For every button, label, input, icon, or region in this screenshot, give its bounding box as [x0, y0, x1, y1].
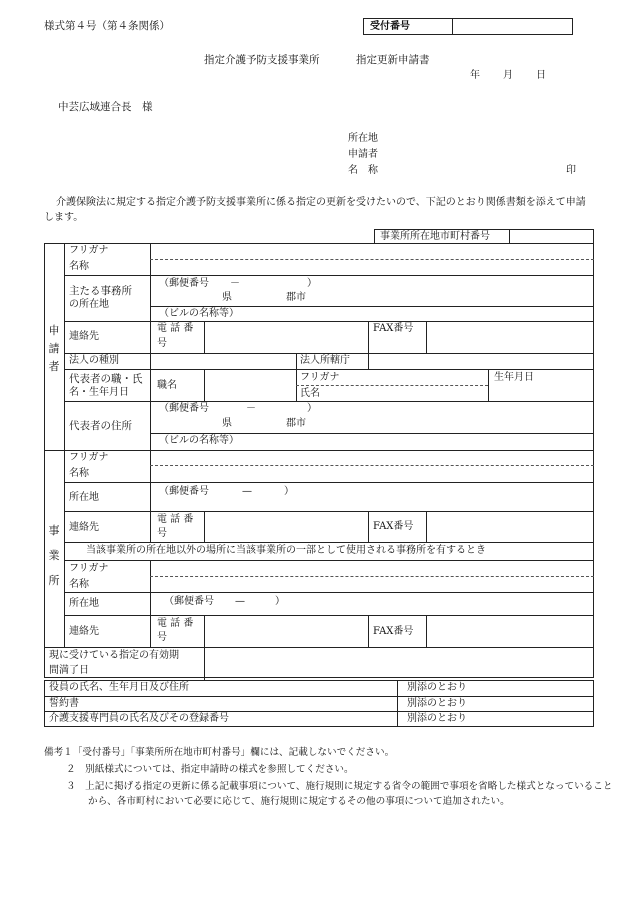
receipt-number-label: 受付番号 [370, 21, 410, 32]
note-2: ２ 別紙様式については、指定申請時の様式を参照してください。 [66, 764, 354, 775]
addressee: 中芸広域連合長 様 [58, 101, 153, 113]
form-title-right: 指定更新申請書 [356, 54, 430, 66]
pledge-label: 誓約書 [49, 698, 79, 709]
office-section-label: 事 業 所 [48, 524, 60, 587]
corp-type-label: 法人の種別 [69, 355, 119, 366]
rep-name-label: 氏名 [300, 388, 320, 399]
applicant-section-label: 申 請 者 [48, 324, 60, 373]
care-manager-value: 別添のとおり [407, 713, 467, 724]
rep-title-label-2: 名・生年月日 [69, 387, 129, 398]
date-year: 年 [470, 70, 480, 81]
contact-label: 連絡先 [69, 331, 99, 342]
building-label: （ビルの名称等） [159, 308, 239, 319]
corp-authority-label: 法人所轄庁 [300, 355, 350, 366]
applicant-name-label: 名 称 [348, 165, 378, 176]
applicant-address-label: 所在地 [348, 133, 378, 144]
officers-value: 別添のとおり [407, 682, 467, 693]
intro-text: 介護保険法に規定する指定介護予防支援事業所に係る指定の更新を受けたいので、下記のとおり関係書類を添えて申請します。 [44, 197, 586, 223]
position-label: 職名 [157, 380, 177, 391]
main-office-label-1: 主たる事務所 [69, 285, 132, 297]
expiry-label-2: 間満了日 [49, 665, 89, 676]
postal-code-label: （郵便番号 [159, 278, 209, 289]
office-address-label: 所在地 [69, 492, 99, 503]
sub-office-heading: 当該事業所の所在地以外の場所に当該事業所の一部として使用される事務所を有するとき [86, 545, 486, 556]
pledge-value: 別添のとおり [407, 698, 467, 709]
rep-address-label: 代表者の住所 [69, 420, 132, 432]
main-office-label-2: の所在地 [69, 299, 109, 310]
note-1: 備考１「受付番号」「事業所所在地市町村番号」欄には、記載しないでください。 [44, 747, 395, 758]
furigana-label: フリガナ [69, 245, 109, 256]
expiry-label-1: 現に受けている指定の有効期 [49, 650, 179, 661]
application-table [44, 243, 594, 678]
applicant-label: 申請者 [348, 149, 378, 160]
office-name-label: 名称 [69, 468, 89, 479]
prefecture-label: 県 [222, 292, 232, 303]
rep-title-label-1: 代表者の職・氏 [69, 373, 143, 385]
officers-label: 役員の氏名、生年月日及び住所 [49, 682, 189, 693]
office-furigana-label: フリガナ [69, 452, 109, 463]
birthdate-label: 生年月日 [494, 372, 534, 383]
date-day: 日 [536, 70, 546, 81]
note-3: ３ 上記に掲げる指定の更新に係る記載事項について、施行規則に規定する省令の範囲で事項を省略した様式となっていることから、各市町村において必要に応じて、施行規則に規定するその他の事項について追加されたい。 [66, 781, 613, 807]
tel-label: 電 話 番 [157, 323, 194, 334]
county-label: 郡市 [286, 292, 306, 303]
seal-mark: 印 [566, 165, 576, 176]
municipality-number-label: 事業所所在地市町村番号 [380, 231, 490, 242]
rep-furigana-label: フリガナ [300, 372, 340, 383]
form-title-left: 指定介護予防支援事業所 [204, 54, 320, 66]
care-manager-label: 介護支援専門員の氏名及びその登録番号 [49, 713, 229, 724]
date-month: 月 [503, 70, 513, 81]
fax-label: FAX番号 [373, 323, 414, 334]
office-contact-label: 連絡先 [69, 522, 99, 533]
name-label: 名称 [69, 261, 89, 272]
form-number: 様式第４号（第４条関係） [44, 20, 170, 32]
